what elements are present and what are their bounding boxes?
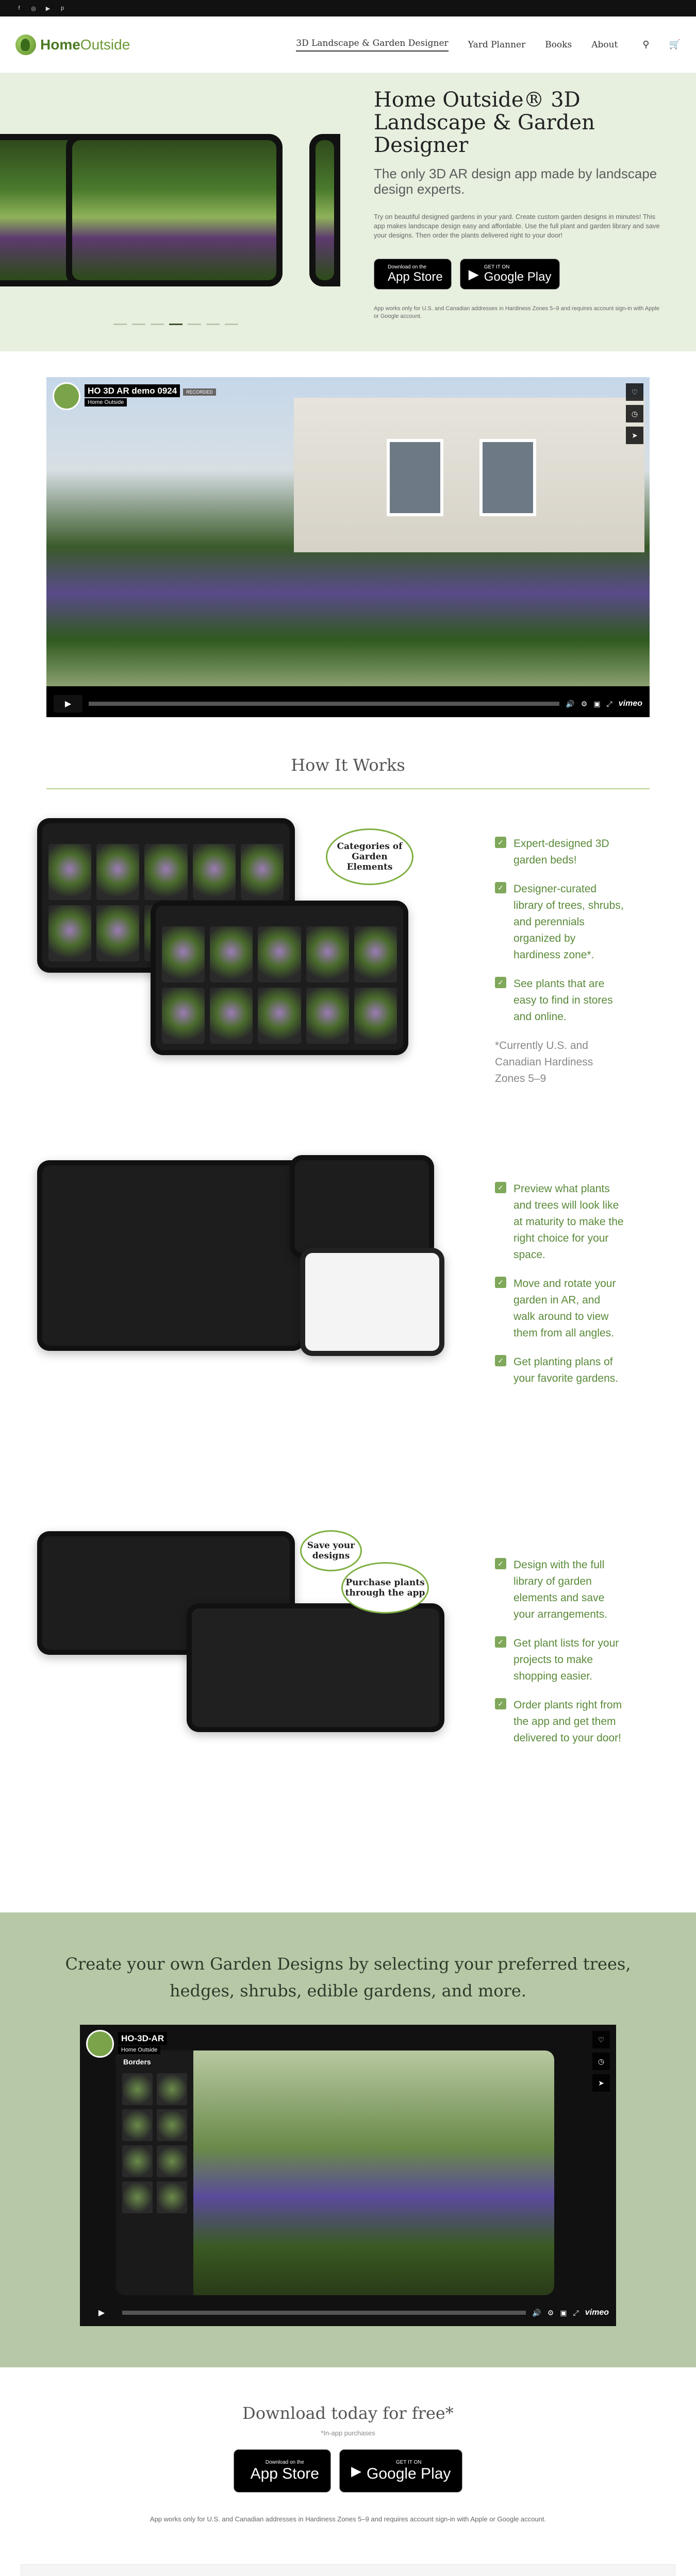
faq-section [21, 2564, 675, 2576]
checkmark-icon: ✓ [495, 1698, 506, 1709]
feature-item: ✓ Preview what plants and trees will look like at maturity to make the right choice for your space. [495, 1181, 624, 1263]
feature-list [495, 1557, 624, 1759]
video-controls [87, 2303, 609, 2322]
clock-icon[interactable]: ◷ [626, 405, 643, 422]
avatar[interactable] [86, 2030, 114, 2058]
slider-pagination [113, 324, 238, 325]
instagram-icon[interactable]: ◎ [31, 5, 36, 12]
feature-block-1 [0, 789, 696, 1160]
play-button[interactable]: ▶ [87, 2304, 116, 2321]
slider-dot-active[interactable] [169, 324, 183, 325]
volume-icon[interactable]: 🔊 [566, 699, 575, 708]
video-side-actions [592, 2031, 610, 2092]
feature-block-2 [0, 1160, 696, 1531]
download-fine-print: App works only for U.S. and Canadian addresses in Hardiness Zones 5–9 and requires account sign-in with Apple or Google account. [150, 2515, 546, 2523]
video-title-block [53, 382, 216, 410]
video-title[interactable]: HO 3D AR demo 0924 [85, 384, 180, 397]
feature-item: ✓ See plants that are easy to find in stores and online. [495, 976, 624, 1025]
facebook-icon[interactable]: f [18, 5, 20, 11]
logo[interactable] [15, 35, 130, 55]
app-store-button[interactable]: Download on the App Store [374, 259, 452, 290]
vimeo-logo[interactable]: vimeo [618, 699, 642, 708]
checkmark-icon: ✓ [495, 1636, 506, 1648]
feature-item: ✓ Design with the full library of garden elements and save your arrangements. [495, 1557, 624, 1623]
youtube-icon[interactable]: ▶ [45, 5, 51, 12]
feature-item: ✓ Move and rotate your garden in AR, and walk around to view them from all angles. [495, 1276, 624, 1342]
pip-icon[interactable]: ▣ [593, 699, 601, 708]
slider-dot[interactable] [132, 324, 145, 325]
google-play-button[interactable]: ▶ GET IT ON Google Play [460, 259, 560, 290]
avatar[interactable] [53, 382, 80, 410]
slider-dot[interactable] [206, 324, 220, 325]
volume-icon[interactable]: 🔊 [532, 2308, 541, 2317]
hero-slide[interactable] [66, 134, 283, 286]
nav-item-about[interactable]: About [591, 39, 618, 50]
app-store-button[interactable]: Download on the App Store [234, 2449, 331, 2493]
video-side-actions [626, 383, 643, 444]
video-status-badge: RECORDED [183, 388, 216, 396]
checkmark-icon: ✓ [495, 1558, 506, 1569]
tablet-mockup [151, 901, 408, 1055]
hardiness-note: *Currently U.S. and Canadian Hardiness Zones 5–9 [495, 1040, 593, 1084]
video-title[interactable]: HO-3D-AR [118, 2032, 167, 2045]
designs-video-player[interactable] [80, 2025, 616, 2326]
callout-bubble: Purchase plants through the app [341, 1562, 429, 1614]
checkmark-icon: ✓ [495, 837, 506, 848]
cart-icon[interactable]: 🛒 [669, 39, 681, 50]
section-heading: Download today for free* [242, 2403, 454, 2423]
heart-icon[interactable]: ♡ [592, 2031, 610, 2048]
feature-list [495, 836, 624, 1087]
feature-block-3 [0, 1531, 696, 1892]
video-progress-bar[interactable] [89, 702, 559, 706]
vimeo-logo[interactable]: vimeo [585, 2308, 609, 2317]
checkmark-icon: ✓ [495, 1277, 506, 1288]
video-controls [54, 694, 642, 713]
feature-item: ✓ Order plants right from the app and get them delivered to your door! [495, 1697, 624, 1747]
hero-section [0, 73, 696, 351]
tablet-mockup [37, 1160, 305, 1351]
borders-panel: Borders [116, 2050, 193, 2295]
nav-item-3d-designer[interactable]: 3D Landscape & Garden Designer [296, 38, 448, 52]
video-title-block [86, 2030, 167, 2058]
callout-bubble: Categories of Garden Elements [326, 828, 413, 885]
settings-icon[interactable]: ⚙ [547, 2308, 554, 2317]
share-icon[interactable]: ➤ [592, 2074, 610, 2092]
settings-icon[interactable]: ⚙ [581, 699, 588, 708]
logo-text: HomeOutside [40, 36, 130, 53]
share-icon[interactable]: ➤ [626, 427, 643, 444]
callout-bubble: Save your designs [300, 1530, 362, 1571]
slider-dot[interactable] [188, 324, 201, 325]
pinterest-icon[interactable]: p [60, 5, 64, 11]
site-header [0, 16, 696, 73]
video-frame [46, 377, 650, 686]
fullscreen-icon[interactable]: ⤢ [573, 2308, 579, 2317]
pip-icon[interactable]: ▣ [560, 2308, 567, 2317]
in-app-note: *In-app purchases [321, 2429, 375, 2437]
hero-title: Home Outside® 3D Landscape & Garden Designer [374, 88, 595, 157]
nav-item-books[interactable]: Books [545, 39, 572, 50]
hero-description: Try on beautiful designed gardens in your yard. Create custom garden designs in minutes! This app makes landscape design easy and affordable. Use the full plant and garden library and save your designs. Then order the plants delivered right to your door! [374, 213, 660, 239]
slider-dot[interactable] [225, 324, 238, 325]
slider-dot[interactable] [113, 324, 127, 325]
feature-item: ✓ Designer-curated library of trees, shrubs, and perennials organized by hardiness zone*. [495, 881, 624, 963]
feature-item: ✓ Get planting plans of your favorite gardens. [495, 1354, 624, 1387]
section-heading: Create your own Garden Designs by selecting your preferred trees, hedges, shrubs, edible gardens, and more. [65, 1954, 631, 2001]
checkmark-icon: ✓ [495, 882, 506, 893]
hero-fine-print: App works only for U.S. and Canadian addresses in Hardiness Zones 5–9 and requires account sign-in with Apple or Google account. [374, 306, 659, 319]
video-author[interactable]: Home Outside [85, 398, 127, 406]
tablet-mockup [300, 1248, 444, 1356]
section-heading: How It Works [291, 755, 405, 775]
google-play-button[interactable]: ▶ GET IT ON Google Play [339, 2449, 462, 2493]
hero-copy [374, 89, 678, 320]
video-author[interactable]: Home Outside [118, 2046, 160, 2054]
video-house [294, 398, 644, 552]
fullscreen-icon[interactable]: ⤢ [606, 699, 612, 708]
google-play-icon: ▶ [351, 2463, 361, 2479]
store-badges [374, 259, 678, 290]
feature-illustration [37, 1160, 439, 1366]
social-bar [0, 0, 696, 16]
demo-video-player[interactable] [46, 377, 650, 717]
slider-dot[interactable] [151, 324, 164, 325]
hero-subtitle: The only 3D AR design app made by landscape design experts. [374, 166, 657, 197]
store-badges [0, 2449, 696, 2493]
google-play-icon: ▶ [468, 266, 479, 282]
checkmark-icon: ✓ [495, 1182, 506, 1193]
tablet-mockup [290, 1155, 434, 1258]
checkmark-icon: ✓ [495, 1355, 506, 1366]
create-designs-section [0, 1912, 696, 2367]
feature-illustration [37, 818, 439, 1045]
nav-item-yard-planner[interactable]: Yard Planner [468, 39, 526, 50]
feature-item: ✓ Expert-designed 3D garden beds! [495, 836, 624, 869]
download-section [0, 2367, 696, 2523]
feature-list [495, 1181, 624, 1399]
search-icon[interactable]: ⚲ [642, 39, 650, 50]
feature-illustration [37, 1531, 439, 1758]
logo-icon [15, 35, 36, 55]
heart-icon[interactable]: ♡ [626, 383, 643, 401]
hero-slide[interactable] [309, 134, 340, 286]
feature-item: ✓ Get plant lists for your projects to make shopping easier. [495, 1635, 624, 1685]
checkmark-icon: ✓ [495, 977, 506, 988]
tablet-mockup [187, 1603, 444, 1732]
main-nav [296, 38, 681, 52]
how-it-works-section [0, 755, 696, 1892]
clock-icon[interactable]: ◷ [592, 2053, 610, 2070]
video-progress-bar[interactable] [122, 2311, 526, 2315]
play-button[interactable]: ▶ [54, 695, 82, 713]
